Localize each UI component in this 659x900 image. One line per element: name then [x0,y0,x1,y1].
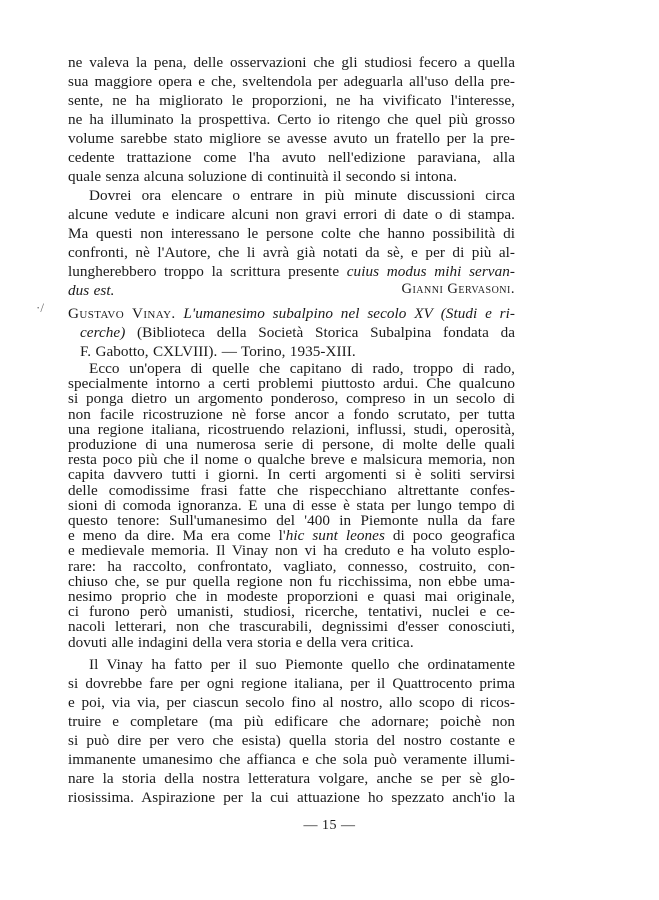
text-line: ne ha illuminato la prospettiva. Certo io ritengo che quel più grosso [68,111,515,128]
text-line: si può dire per vero che esista) quella storia del nostro costante e [68,732,515,749]
text-line: capita davvero tutti i giorni. In certi argomenti si è soliti servirsi [68,466,515,484]
review-heading [80,323,515,342]
text-line: specialmente intorno a certi problemi piuttosto ardui. Che qualcuno [68,375,515,393]
page-number: — 15 — [303,818,356,833]
text-line: dovuti alle indagini della vera storia e della vera critica. [68,633,414,651]
text-line [68,262,515,281]
text-line: una regione italiana, ricostruendo relazioni, influssi, studi, operosità, [68,420,515,438]
text-line: Ecco un'opera di quelle che capitano di rado, troppo di rado, [89,360,515,377]
text-line: nare la storia della nostra letteratura volgare, anche se per sè glo- [68,770,515,787]
text-line: e poi, via via, per ciascun secolo fino al nostro, allo scopo di ricos- [68,694,515,711]
text-line: sente, ne ha migliorato le proporzioni, ne ha vivificato l'interesse, [68,92,515,109]
text-line [68,528,515,543]
text-line: si dovrebbe fare per ogni regione italiana, per il Quattrocento prima [68,675,515,692]
latin-quote: cuius modus mihi servan- [346,263,515,280]
publication-info: (Biblioteca della Società Storica Subalpina fondata da [137,324,515,341]
book-author: Gustavo Vinay. [68,305,176,322]
text-line: immanente umanesimo che affianca e che sola può veramente illumi- [68,751,515,768]
text-run: lungherebbero troppo la scrittura presente [68,263,340,280]
book-title: L'umanesimo subalpino nel secolo XV [183,305,433,322]
text-line: delle comodissime frasi fatte che rispecchiano altrettante confes- [68,481,515,499]
text-line: volume sarebbe stato migliore se avesse avuto un fratello per la pre- [68,130,515,147]
text-line: produzione di una numerosa serie di persone, di molte delle quali [68,436,515,453]
text-line: nesimo proprio che in modeste proporzioni e quasi mai originale, [68,588,515,605]
text-line [68,281,268,300]
book-series: (Studi e ri- [440,305,515,322]
margin-mark: ·/ [36,300,44,315]
text-line: e medievale memoria. Il Vinay non vi ha creduto e ha voluto esplo- [68,542,515,560]
text-line: sua maggiore opera e che, sveltendola per adeguarla all'uso della pre- [68,73,515,90]
text-line: riosissima. Aspirazione per la cui attuazione ho spezzato anch'io la [68,789,515,806]
text-line: si ponga dietro un argomento ponderoso, compreso in un secolo di [68,390,515,408]
text-line: Il Vinay ha fatto per il suo Piemonte quello che ordinatamente [89,656,515,673]
text-line: questo tenore: Sull'umanesimo del '400 in Piemonte nulla da fare [68,512,515,529]
text-line: resta poco più che il nome o qualche breve e malsicura memoria, non [68,451,515,469]
latin-phrase: hic sunt leones [285,527,385,545]
text-line: confronti, nè l'Autore, che li avrà già notati da sè, e per di più al- [68,244,515,261]
book-series: cerche) [80,324,126,341]
text-line: chiuso che, se pur quella regione non fu ricchissima, non ebbe uma- [68,572,515,590]
text-line: ci furono però umanisti, studiosi, ricerche, tentativi, nuclei e ce- [68,603,515,621]
text-line: cedente trattazione come l'ha avuto nell'edizione paraviana, alla [68,149,515,166]
text-line: ne valeva la pena, delle osservazioni che gli studiosi fecero a quella [68,54,515,71]
text-line: sioni di comoda ignoranza. E una di esse è stata per lungo tempo di [68,496,515,514]
text-line: rare: ha raccolto, confrontato, vagliato, connesso, costruito, con- [68,557,515,575]
text-line: quale senza alcuna soluzione di continuità il secondo si intona. [68,168,457,185]
review-heading: F. Gabotto, CXLVIII). — Torino, 1935-XIII. [80,343,356,360]
reviewer-signature: Gianni Gervasoni. [401,281,515,297]
text-line: Dovrei ora elencare o entrare in più minute discussioni circa [89,187,515,204]
text-line: truire e completare (ma più edificare che adornare; poichè non [68,713,515,730]
latin-quote-end: dus est. [68,282,115,299]
text-run: di poco geografica [384,527,515,545]
text-line: Ma questi non interessano le persone colte che hanno possibilità di [68,225,515,242]
text-run: e meno da dire. Ma era come l' [68,527,286,545]
text-line: alcune vedute e indicare alcuni non gravi errori di date o di stampa. [68,206,515,223]
review-heading [68,304,515,323]
text-line: non facile ricostruzione nè forse ancor a fondo scrutato, per tutta [68,405,515,423]
text-line: nacoli letterari, non che trascurabili, degnissimi d'esser conosciuti, [68,618,515,636]
